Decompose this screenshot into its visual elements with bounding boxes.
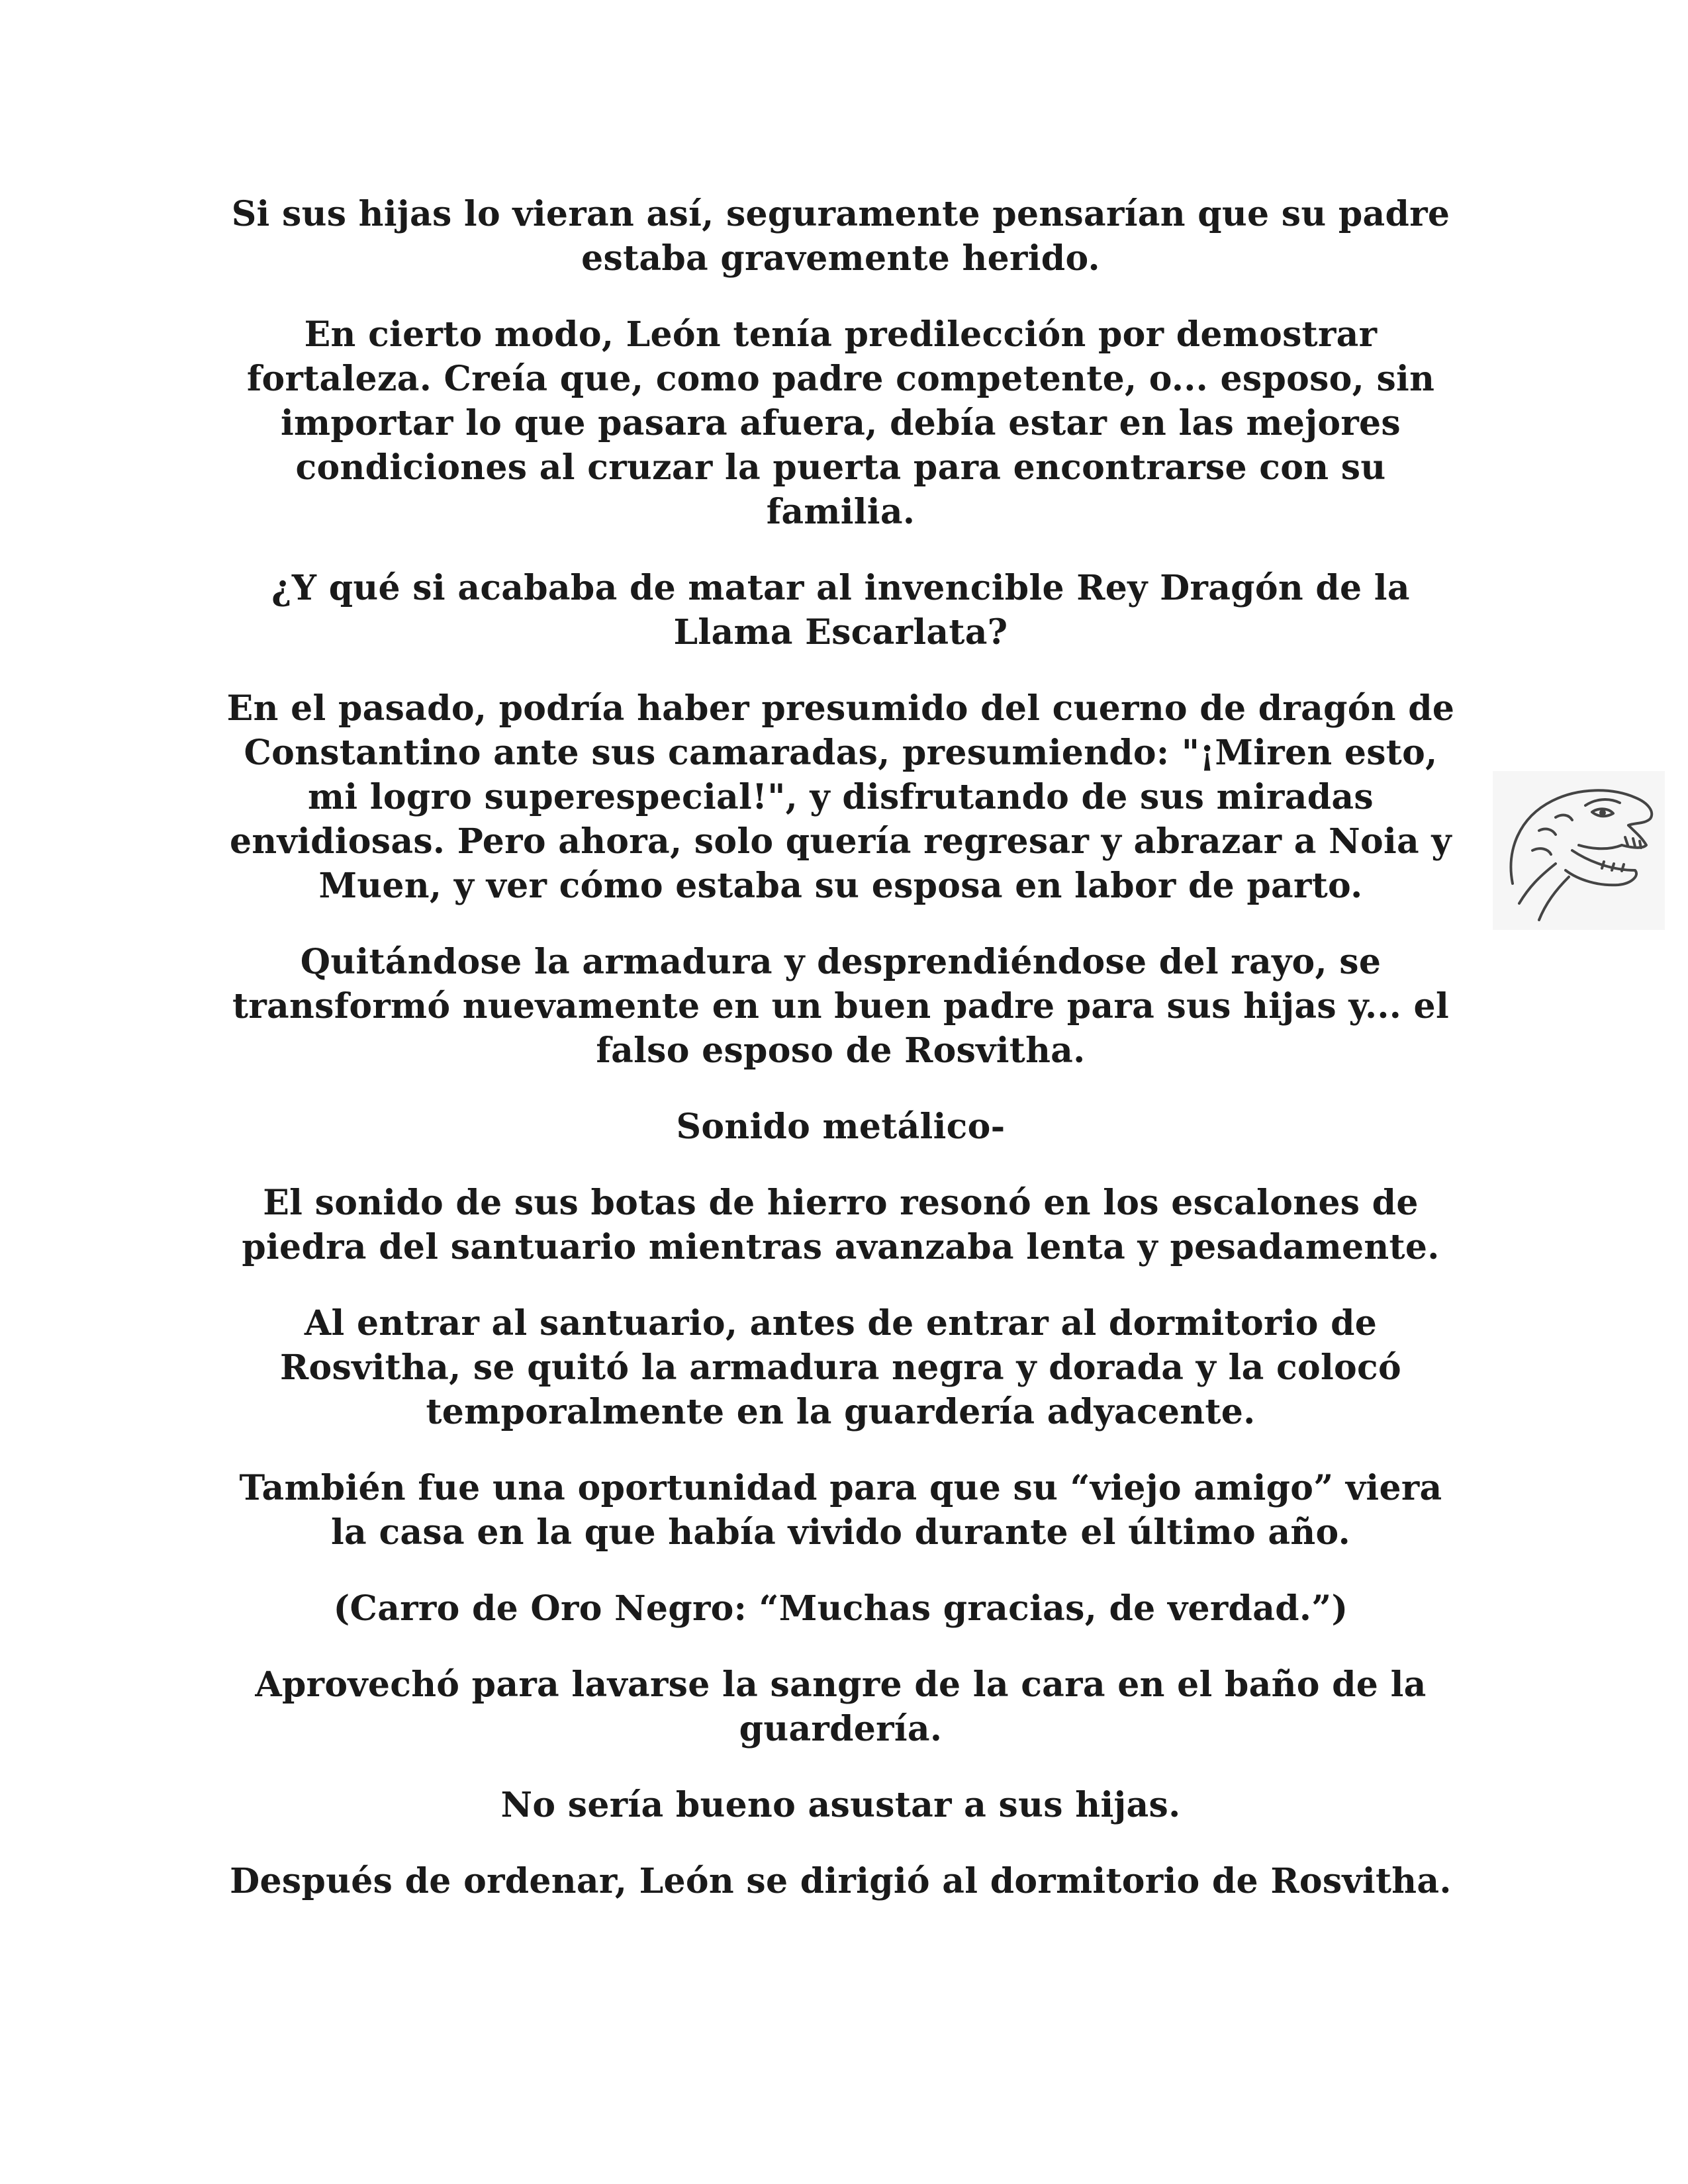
- paragraph-6: Sonido metálico-: [676, 1107, 1006, 1147]
- paragraph-10: (Carro de Oro Negro: “Muchas gracias, de verdad.”): [333, 1588, 1348, 1629]
- text-body: [218, 192, 1463, 1935]
- paragraph-5: Quitándose la armadura y desprendiéndose del rayo, se transformó nuevamente en un buen padre para sus hijas y... el falso esposo de Rosvitha.: [232, 942, 1449, 1071]
- paragraph-1: Si sus hijas lo vieran así, seguramente pensarían que su padre estaba gravemente herido.: [231, 194, 1450, 279]
- paragraph-2: En cierto modo, León tenía predilección por demostrar fortaleza. Creía que, como padre competente, o... esposo, sin importar lo que pasara afuera, debía estar en las mejores condiciones al cruzar la puerta para encontrarse con su familia.: [246, 314, 1435, 532]
- paragraph-11: Aprovechó para lavarse la sangre de la cara en el baño de la guardería.: [255, 1664, 1427, 1749]
- paragraph-8: Al entrar al santuario, antes de entrar al dormitorio de Rosvitha, se quitó la armadura negra y dorada y la colocó temporalmente en la guardería adyacente.: [280, 1303, 1401, 1432]
- dragon-head-sketch-icon: [1493, 771, 1665, 930]
- paragraph-9: También fue una oportunidad para que su “viejo amigo” viera la casa en la que había vivido durante el último año.: [239, 1468, 1442, 1553]
- paragraph-3: ¿Y qué si acababa de matar al invencible Rey Dragón de la Llama Escarlata?: [271, 568, 1410, 653]
- paragraph-4: En el pasado, podría haber presumido del cuerno de dragón de Constantino ante sus camaradas, presumiendo: "¡Miren esto, mi logro superespecial!", y disfrutando de sus miradas envidiosas. Pero ahora, solo quería regresar y abrazar a Noia y Muen, y ver cómo estaba su esposa en labor de parto.: [226, 688, 1455, 906]
- paragraph-12: No sería bueno asustar a sus hijas.: [500, 1785, 1181, 1825]
- paragraph-13: Después de ordenar, León se dirigió al dormitorio de Rosvitha.: [230, 1861, 1452, 1901]
- paragraph-7: El sonido de sus botas de hierro resonó en los escalones de piedra del santuario mientras avanzaba lenta y pesadamente.: [242, 1183, 1440, 1267]
